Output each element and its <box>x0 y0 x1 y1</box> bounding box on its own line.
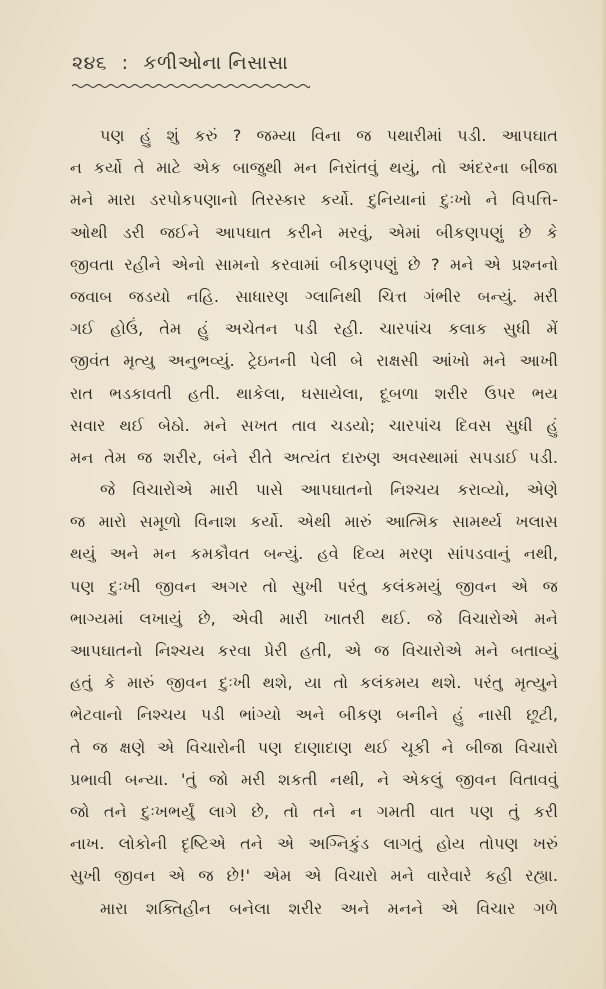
page-edge <box>601 0 606 989</box>
paragraph-2-line-10: પ્રભાવી બન્યા. 'તું જો મરી શકતી નથી, ને એકલું જીવન વિતાવવું <box>70 769 558 789</box>
paragraph-2-line-4: પણ દુઃખી જીવન અગર તો સુખી પરંતુ કલંકમયું જીવન એ જ <box>70 576 558 596</box>
chapter-title: કળીઓના નિસાસા <box>143 52 289 74</box>
paragraph-3-line-1: મારા શક્તિહીન બનેલા શરીર અને મનને એ વિચાર ગળે <box>100 898 558 918</box>
paragraph-2-line-7: હતું કે મારું જીવન દુઃખી થશે, યા તો કલંકમય થશે. પરંતુ મૃત્યુને <box>70 673 558 693</box>
paragraph-1-line-4: ઓથી ડરી જઈને આપઘાત કરીને મરવું, એમાં બીકણપણું છે કે <box>70 222 558 242</box>
paragraph-1-line-9: રાત ભડકાવતી હતી. થાકેલા, ઘસાયેલા, દૂબળા શરીર ઉપર ભય <box>70 383 558 403</box>
page-number: ૨૪૬ <box>72 52 108 74</box>
running-head <box>72 52 288 74</box>
paragraph-1-line-10: સવાર થઈ બેઠો. મને સખત તાવ ચડયો; ચારપાંચ દિવસ સુધી હું <box>70 415 558 435</box>
paragraph-2-line-6: આપઘાતનો નિશ્ચય કરવા પ્રેરી હતી, એ જ વિચારોએ મને બતાવ્યું <box>70 641 558 660</box>
paragraph-1-line-3: મને મારા ડરપોકપણાનો તિરસ્કાર કર્યો. દુનિયાનાં દુઃખો ને વિપત્તિ- <box>70 190 558 210</box>
paragraph-2-line-11: જો તને દુઃખભર્યું લાગે છે, તો તને ન ગમતી વાત પણ તું કરી <box>70 801 558 821</box>
paragraph-1-line-2: ન કર્યો તે માટે એક બાજુથી મન નિરાંતવું થયું, તો અંદરના બીજા <box>70 158 558 178</box>
paragraph-2-line-13: સુખી જીવન એ જ છે!' એમ એ વિચારો મને વારેવારે કહી રહ્યા. <box>70 866 558 886</box>
paragraph-2-line-2: જ મારો સમૂળો વિનાશ કર્યો. એથી મારું આત્મિક સામર્થ્ય ખલાસ <box>70 512 558 532</box>
paragraph-2-line-5: ભાગ્યમાં લખાયું છે, એવી મારી ખાતરી થઈ. જે વિચારોએ મને <box>70 608 558 628</box>
paragraph-2-line-12: નાખ. લોકોની દૃષ્ટિએ તને એ અગ્નિકુંડ લાગતું હોય તોપણ ખરું <box>70 834 558 854</box>
paragraph-1-line-7: ગઈ હોઉં, તેમ હું અચેતન પડી રહી. ચારપાંચ કલાક સુધી મેં <box>70 319 558 339</box>
paragraph-1-line-6: જવાબ જડયો નહિ. સાધારણ ગ્લાનિથી ચિત્ત ગંભીર બન્યું. મરી <box>70 286 558 306</box>
paragraph-2-line-3: થયું અને મન કમકૌવત બન્યું. હવે દિવ્ય મરણ સાંપડવાનું નથી, <box>70 544 558 564</box>
paragraph-1-line-8: જીવંત મૃત્યુ અનુભવ્યું. ટ્રેઇનની પેલી બે રાક્ષસી આંખો મને આખી <box>70 351 558 371</box>
paragraph-2-line-1: જે વિચારોએ મારી પાસે આપઘાતનો નિશ્ચય કરાવ્યો, એણે <box>100 480 558 500</box>
paragraph-1-line-1: પણ હું શું કરું ? જમ્યા વિના જ પથારીમાં પડી. આપઘાત <box>100 126 558 145</box>
paragraph-1-line-11: મન તેમ જ શરીર, બંને રીતે અત્યંત દારુણ અવસ્થામાં સપડાઈ પડી. <box>70 447 558 467</box>
head-separator: : <box>121 52 129 74</box>
paragraph-1-line-5: જીવતા રહીને એનો સામનો કરવામાં બીકણપણું છે ? મને એ પ્રશ્નનો <box>70 254 558 274</box>
paragraph-2-line-8: ભેટવાનો નિશ્ચય પડી ભાંગ્યો અને બીકણ બનીને હું નાસી છૂટી, <box>70 705 558 725</box>
header-wavy-rule <box>72 83 310 89</box>
body-text <box>70 120 558 925</box>
paragraph-2-line-9: તે જ ક્ષણે એ વિચારોની પણ દાણાદાણ થઈ ચૂકી ને બીજા વિચારો <box>70 737 558 757</box>
